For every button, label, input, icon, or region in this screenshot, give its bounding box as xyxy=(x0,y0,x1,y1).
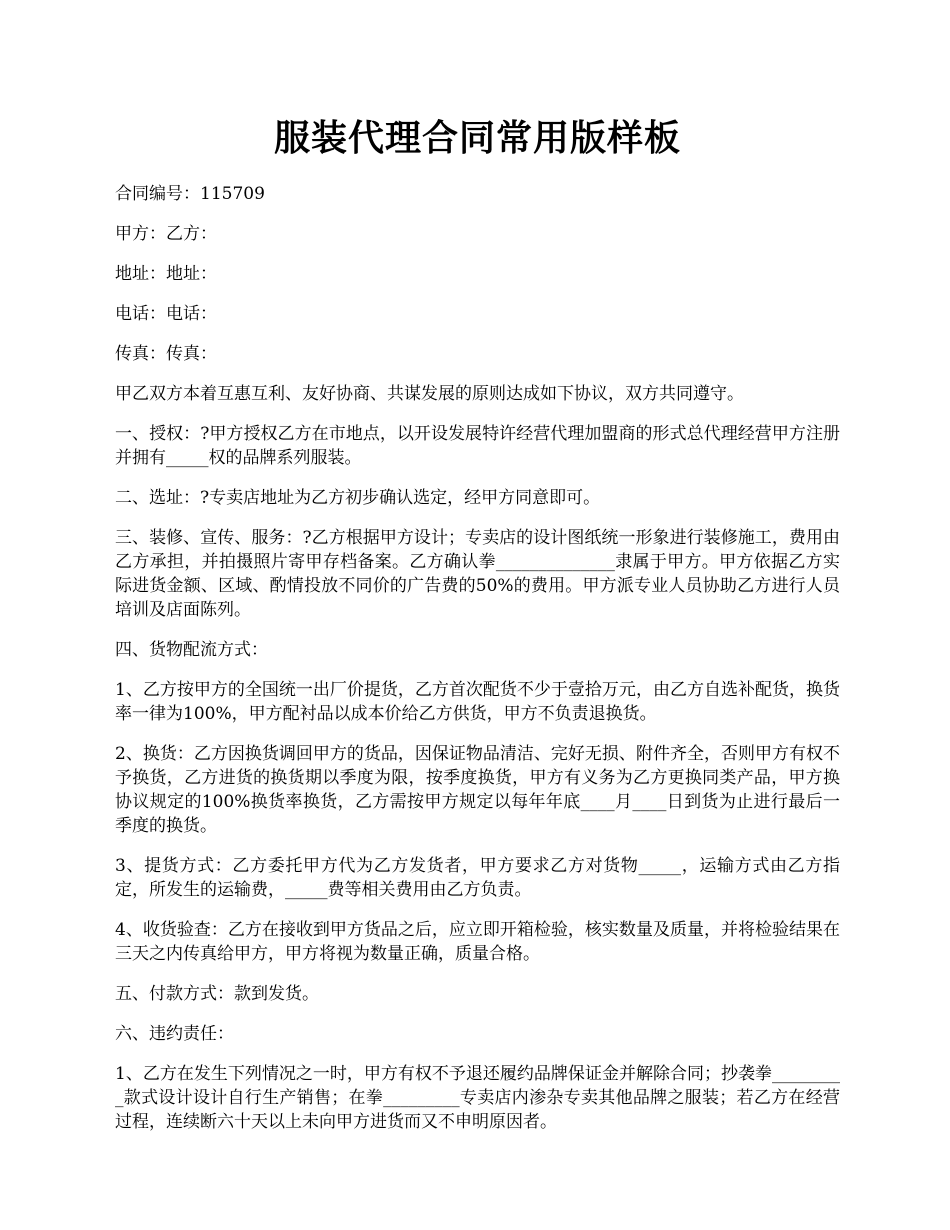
party-faxes: 传真：传真： xyxy=(115,344,217,364)
clause-distribution-heading: 四、货物配流方式： xyxy=(115,640,268,660)
clause-distribution-item-3: 3、提货方式：乙方委托甲方代为乙方发货者，甲方要求乙方对货物_____，运输方式由乙方指定，所发生的运输费，_____费等相关费用由乙方负责。 xyxy=(115,856,840,900)
clause-payment: 五、付款方式：款到发货。 xyxy=(115,984,319,1004)
preamble-paragraph: 甲乙双方本着互惠互利、友好协商、共谋发展的原则达成如下协议，双方共同遵守。 xyxy=(115,384,744,404)
clause-decoration: 三、装修、宣传、服务：?乙方根据甲方设计；专卖店的设计图纸统一形象进行装修施工，费用由乙方承担，并拍摄照片寄甲存档备案。乙方确认拳______________隶属于甲方。甲方依据乙方实际进货金额、区域、酌情投放不同价的广告费的50%的费用。甲方派专业人员协助乙方进行人员培训及店面陈列。 xyxy=(115,528,840,620)
document-page xyxy=(115,0,840,1150)
party-names: 甲方：乙方： xyxy=(115,224,217,244)
clause-distribution-item-4: 4、收货验查：乙方在接收到甲方货品之后，应立即开箱检验，核实数量及质量，并将检验结果在三天之内传真给甲方，甲方将视为数量正确，质量合格。 xyxy=(115,920,840,964)
clause-distribution-item-1: 1、乙方按甲方的全国统一出厂价提货，乙方首次配货不少于壹拾万元，由乙方自选补配货，换货率一律为100%，甲方配衬品以成本价给乙方供货，甲方不负责退换货。 xyxy=(115,680,840,724)
clause-site-selection: 二、选址：?专卖店地址为乙方初步确认选定，经甲方同意即可。 xyxy=(115,488,601,508)
document-title: 服装代理合同常用版样板 xyxy=(273,117,681,159)
clause-authorization: 一、授权：?甲方授权乙方在市地点，以开设发展特许经营代理加盟商的形式总代理经营甲方注册并拥有_____权的品牌系列服装。 xyxy=(115,424,840,468)
clause-distribution-item-2: 2、换货：乙方因换货调回甲方的货品，因保证物品清洁、完好无损、附件齐全，否则甲方有权不予换货，乙方进货的换货期以季度为限，按季度换货，甲方有义务为乙方更换同类产品，甲方换协议规定的100%换货率换货，乙方需按甲方规定以每年年底____月____日到货为止进行最后一季度的换货。 xyxy=(115,744,840,836)
clause-breach-heading: 六、违约责任： xyxy=(115,1024,234,1044)
document-body xyxy=(115,182,840,1134)
clause-breach-item-1: 1、乙方在发生下列情况之一时，甲方有权不予退还履约品牌保证金并解除合同；抄袭拳_________款式设计设计自行生产销售；在拳_________专卖店内渗杂专卖其他品牌之服装；若乙方在经营过程，连续断六十天以上未向甲方进货而又不申明原因者。 xyxy=(115,1064,840,1132)
contract-number: 合同编号：115709 xyxy=(115,184,265,204)
party-phones: 电话：电话： xyxy=(115,304,217,324)
party-addresses: 地址：地址： xyxy=(115,264,217,284)
